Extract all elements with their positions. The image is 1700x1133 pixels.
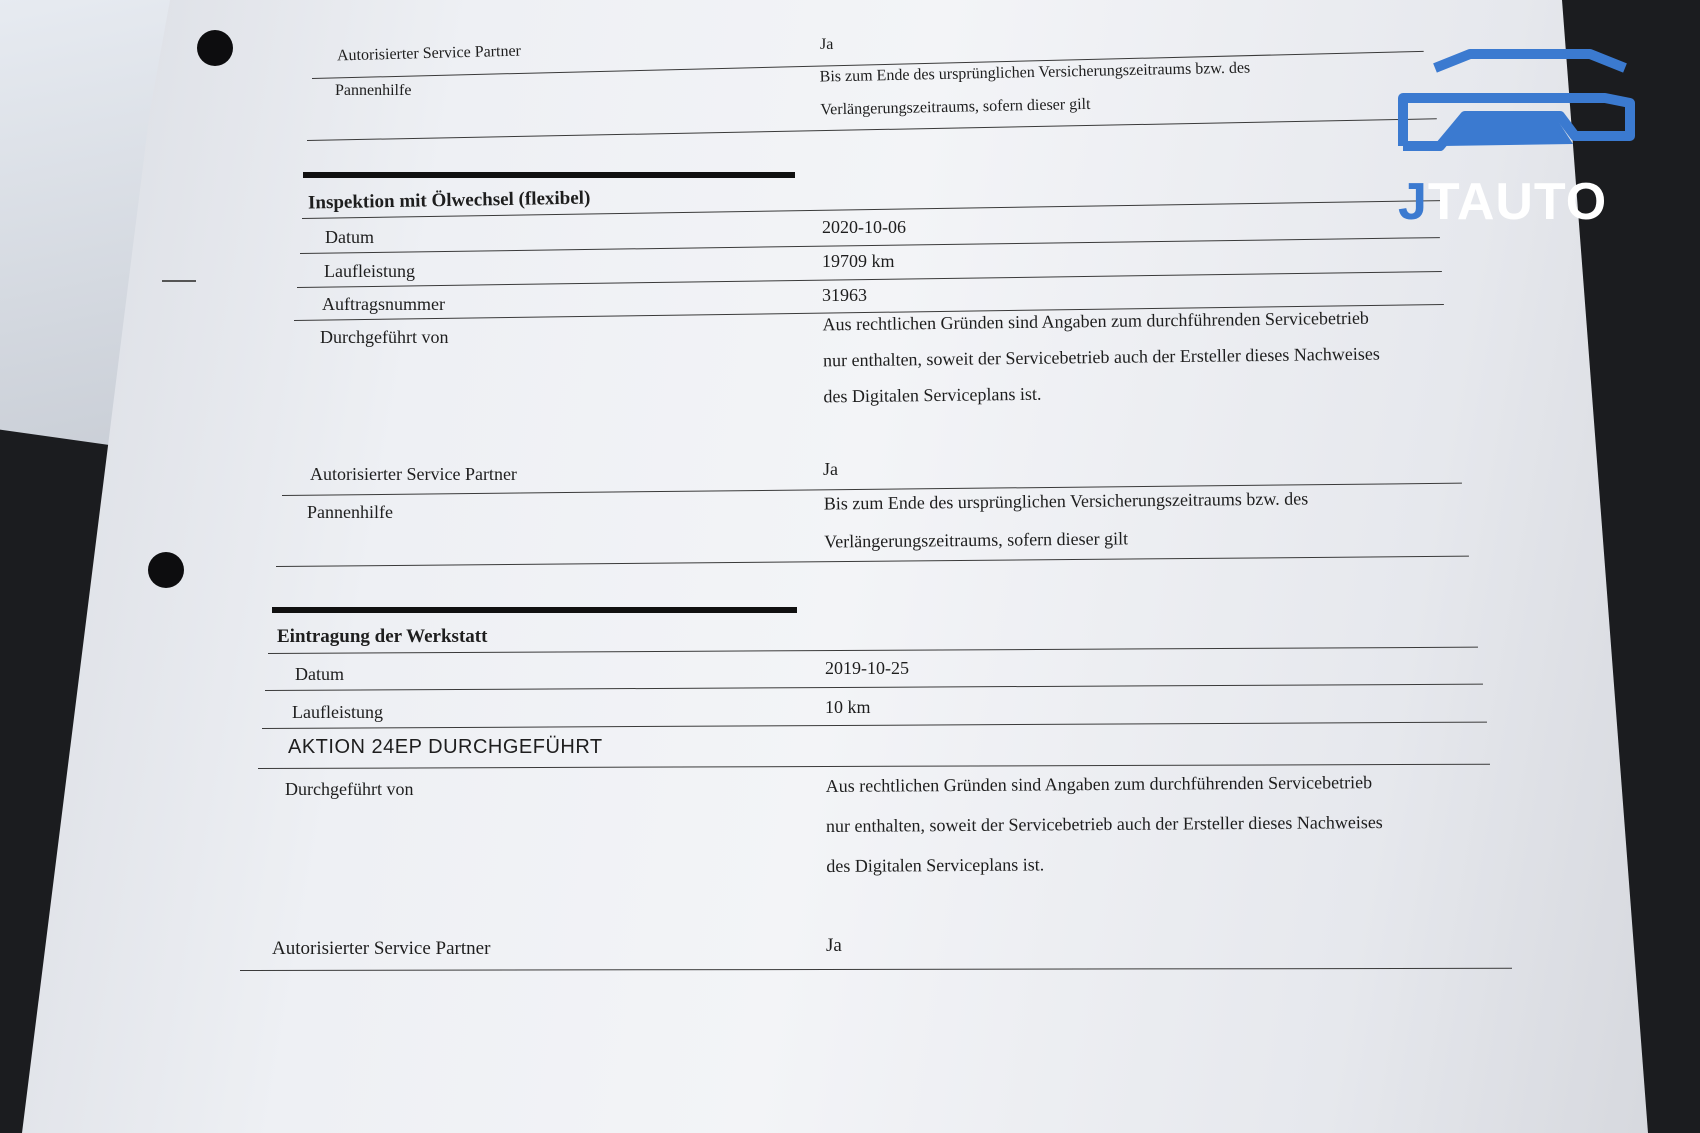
section-bar bbox=[272, 607, 797, 613]
label-datum-workshop: Datum bbox=[295, 664, 344, 684]
stamp-text: AKTION 24EP DURCHGEFÜHRT bbox=[288, 736, 603, 758]
label-datum: Datum bbox=[325, 227, 374, 247]
logo-text bbox=[1398, 172, 1607, 232]
label-service-partner-workshop: Autorisierter Service Partner bbox=[272, 938, 491, 959]
value-line: Bis zum Ende des ursprünglichen Versicherungszeitraums bzw. des bbox=[819, 59, 1251, 86]
section-bar bbox=[303, 172, 795, 178]
value-line: Verlängerungszeitraums, sofern dieser gilt bbox=[820, 95, 1091, 119]
label-pannenhilfe-top: Pannenhilfe bbox=[335, 82, 412, 99]
value-line: des Digitalen Serviceplans ist. bbox=[826, 854, 1045, 876]
divider bbox=[240, 968, 1512, 972]
label-pannenhilfe: Pannenhilfe bbox=[307, 502, 393, 522]
value-durchgefuehrt-von bbox=[822, 300, 1380, 415]
divider bbox=[297, 271, 1442, 288]
value-laufleistung-workshop: 10 km bbox=[825, 697, 871, 717]
logo-letters-tauto: TAUTO bbox=[1427, 173, 1608, 231]
value-pannenhilfe bbox=[824, 479, 1309, 560]
section-heading-workshop: Eintragung der Werkstatt bbox=[277, 626, 488, 647]
divider bbox=[265, 684, 1483, 692]
value-service-partner: Ja bbox=[823, 459, 838, 479]
value-durchgefuehrt-von-workshop bbox=[826, 762, 1384, 886]
value-pannenhilfe-top bbox=[819, 51, 1251, 126]
label-durchgefuehrt-von: Durchgeführt von bbox=[320, 327, 449, 347]
label-auftragsnummer: Auftragsnummer bbox=[322, 294, 445, 314]
value-line: Aus rechtlichen Gründen sind Angaben zum durchführenden Servicebetrieb bbox=[825, 772, 1373, 796]
divider bbox=[262, 722, 1487, 730]
value-line: Bis zum Ende des ursprünglichen Versicherungszeitraums bzw. des bbox=[823, 488, 1309, 514]
value-datum-workshop: 2019-10-25 bbox=[825, 658, 909, 678]
section-heading-inspection: Inspektion mit Ölwechsel (flexibel) bbox=[307, 187, 591, 214]
value-line: Verlängerungszeitraums, sofern dieser gilt bbox=[824, 528, 1129, 552]
label-laufleistung-workshop: Laufleistung bbox=[292, 702, 383, 722]
label-service-partner-top: Autorisierter Service Partner bbox=[336, 42, 522, 65]
logo-letter-j: J bbox=[1398, 173, 1428, 231]
value-datum: 2020-10-06 bbox=[822, 217, 906, 237]
value-service-partner-top: Ja bbox=[820, 36, 834, 53]
value-laufleistung: 19709 km bbox=[822, 251, 895, 271]
value-auftragsnummer: 31963 bbox=[822, 285, 867, 305]
label-laufleistung: Laufleistung bbox=[324, 261, 415, 281]
label-durchgefuehrt-von-workshop: Durchgeführt von bbox=[285, 779, 414, 799]
value-line: nur enthalten, soweit der Servicebetrieb auch der Ersteller dieses Nachweises bbox=[822, 343, 1380, 371]
value-line: des Digitalen Serviceplans ist. bbox=[823, 383, 1042, 407]
value-service-partner-workshop: Ja bbox=[826, 935, 842, 956]
value-line: Aus rechtlichen Gründen sind Angaben zum durchführenden Servicebetrieb bbox=[822, 307, 1369, 335]
label-service-partner: Autorisierter Service Partner bbox=[310, 464, 517, 484]
value-line: nur enthalten, soweit der Servicebetrieb auch der Ersteller dieses Nachweises bbox=[825, 812, 1383, 836]
